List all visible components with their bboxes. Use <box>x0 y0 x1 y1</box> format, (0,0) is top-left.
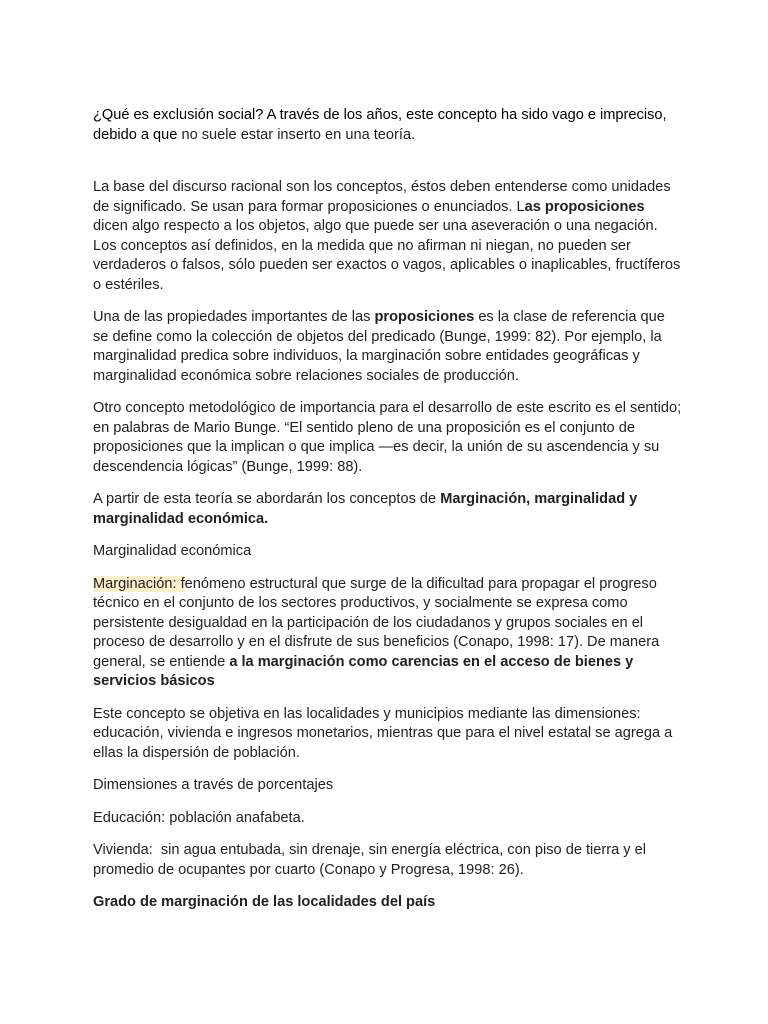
section-heading-marginalidad-economica <box>93 542 683 562</box>
paragraph-methodological-concept <box>93 399 683 477</box>
paragraph-propositions-properties <box>93 308 683 386</box>
text-run: Una de las propiedades importantes de las <box>93 309 375 325</box>
text-run: Vivienda: sin agua entubada, sin drenaje, sin energía eléctrica, con piso de tierra y el promedio de ocupantes por cuarto (Conapo y Progresa, 1998: 26). <box>93 842 651 878</box>
paragraph-rational-discourse <box>93 178 683 295</box>
bold-text-run: Grado de marginación de las localidades del país <box>93 894 436 910</box>
document-page <box>93 106 683 913</box>
text-run: Dimensiones a través de porcentajes <box>93 777 334 793</box>
paragraph-dimensions <box>93 705 683 764</box>
text-run: dicen algo respecto a los objetos, algo que puede ser una aseveración o una negación. Los conceptos así definidos, en la medida que no afirman ni niegan, no pueden ser verdaderos o falsos, sólo pueden ser exactos o vagos, aplicables o inaplicables, fructíferos o estériles. <box>93 218 681 293</box>
bold-text-run: a la marginación como carencias en el acceso de bienes y servicios básicos <box>93 653 634 689</box>
text-run: Otro concepto metodológico de importancia para el desarrollo de este escrito es el sentido; en palabras de Mario Bunge. “El sentido pleno de una proposición es el conjunto de proposiciones que la implican o que implica —es decir, la unión de su ascendencia y su descendencia lógicas” (Bunge, 1999: 88). <box>93 400 682 475</box>
text-run: enómeno estructural que surge de la dificultad para propagar el progreso técnico en el conjunto de los sectores productivos, y socialmente se expresa como persistente desigualdad en la participación de los ciudadanos y grupos sociales en el proceso de desarrollo y en el disfrute de sus beneficios (Conapo, 1998: 17). De manera general, se entiende <box>93 575 660 670</box>
paragraph-education <box>93 809 683 829</box>
paragraph-percentages <box>93 776 683 796</box>
highlighted-text-run: f <box>176 575 185 592</box>
paragraph-concepts-intro <box>93 490 683 529</box>
paragraph-housing <box>93 841 683 880</box>
text-run: A partir de esta teoría se abordarán los conceptos de <box>93 491 441 507</box>
highlighted-text-run: Marginación: <box>93 575 177 592</box>
text-run: ¿Qué es exclusión social? A través de los años, este concepto ha sido vago e impreciso, debido a que <box>93 107 667 143</box>
text-run: es la clase de referencia que se define como la colección de objetos del predicado (Bunge, 1999: 82). Por ejemplo, la marginalidad predica sobre individuos, la marginación sobre entidades geográficas y marginalidad económica sobre relaciones sociales de producción. <box>93 309 665 384</box>
bold-text-run: Marginación, marginalidad y marginalidad económica. <box>93 491 638 527</box>
text-run: no suele estar inserto en una teoría. <box>177 126 416 143</box>
text-run: Educación: población anafabeta. <box>93 809 305 826</box>
bold-text-run: as proposiciones <box>524 198 645 215</box>
text-run: La base del discurso racional son los conceptos, éstos deben entenderse como unidades de significado. Se usan para formar proposiciones o enunciados. L <box>93 179 671 215</box>
text-run: Marginalidad económica <box>93 543 252 559</box>
text-run: Este concepto se objetiva en las localidades y municipios mediante las dimensiones: educación, vivienda e ingresos monetarios, mientras que para el nivel estatal se agrega a ellas la dispersión de población. <box>93 705 673 761</box>
paragraph-intro-question <box>93 106 683 145</box>
paragraph-marginacion-definition <box>93 575 683 692</box>
section-heading-grado-marginacion <box>93 893 683 913</box>
bold-text-run: proposiciones <box>374 309 475 325</box>
